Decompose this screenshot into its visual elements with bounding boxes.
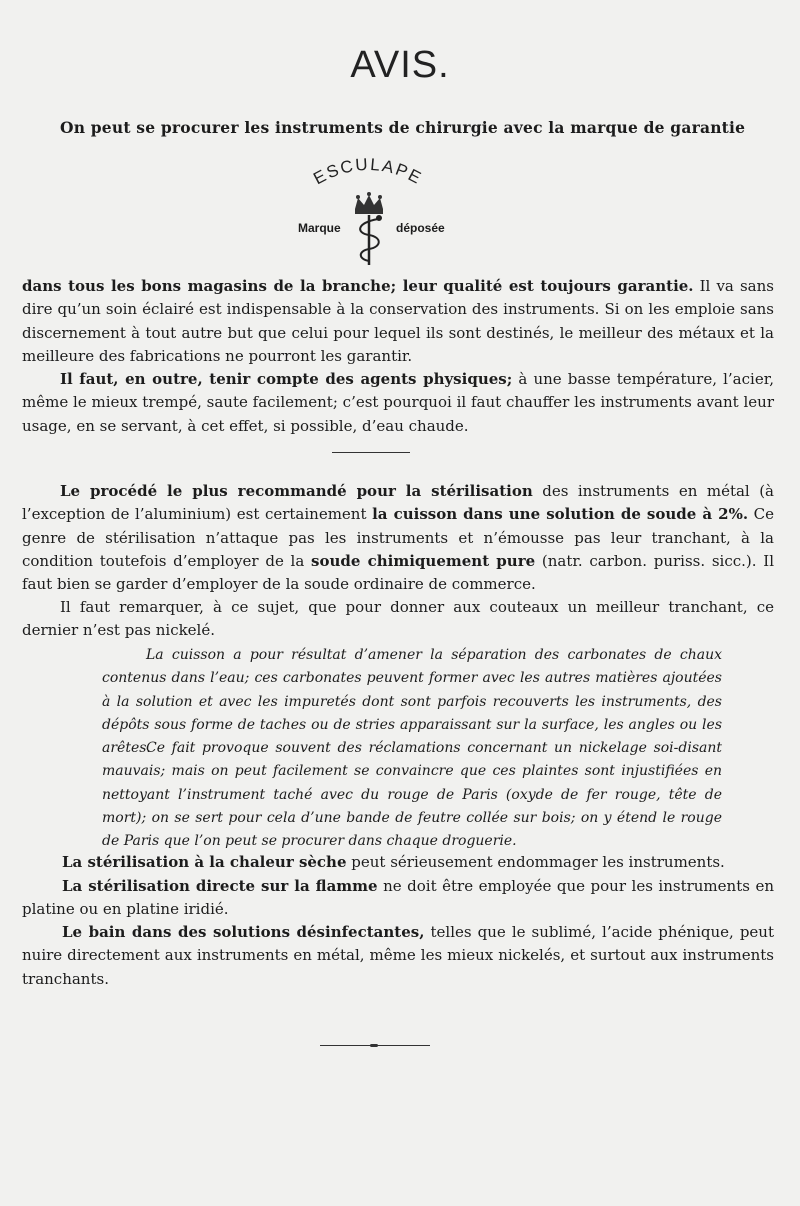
sterilization-bold-3: soude chimiquement pure (311, 551, 536, 570)
paragraph-knives: Il faut remarquer, à ce sujet, que pour donner aux couteaux un meilleur tranchant, ce dernier n’est pas nickelé. (22, 598, 774, 640)
dry-heat-text: peut sérieusement endommager les instruments. (346, 853, 725, 871)
paragraph-guarantee (22, 275, 774, 368)
section-divider (332, 452, 410, 453)
paragraph-flame (22, 875, 774, 922)
paragraph-physical-agents (22, 368, 774, 438)
sterilization-text-2: Ce genre de stérilisation n’attaque pas les instruments et n’émousse pas leur tranchant, à la condition toutefois d’employer de la (22, 505, 774, 570)
sterilization-text-1: des instruments en métal (à l’exception de l’aluminium) est certainement (22, 482, 774, 524)
caduceus-crown-icon (0, 155, 800, 275)
cuisson-italic-text: La cuisson a pour résultat d’amener la séparation des carbonates de chaux contenus dans l’eau; ces carbonates peuvent former avec les autres matières ajoutées à la solution et avec les impuretés dont sont parfois recouverts les instruments, des dépôts sous forme de taches ou de stries apparaissant sur la surface, les angles ou les arêtes. (102, 647, 722, 757)
brand-arc-text (310, 155, 425, 188)
sterilization-bold-2: la cuisson dans une solution de soude à 2%. (372, 505, 749, 524)
crown-icon (355, 192, 383, 214)
disinfectant-text: telles que le sublimé, l’acide phénique, peut nuire directement aux instruments en métal, même les mieux nickelés, et surtout aux instruments tranchants. (22, 923, 774, 988)
dry-heat-bold: La stérilisation à la chaleur sèche (62, 853, 347, 871)
flame-bold: La stérilisation directe sur la flamme (62, 877, 378, 895)
paragraph-physical-agents-text: à une basse température, l’acier, même le mieux trempé, saute facilement; c’est pourquoi il faut chauffer les instruments avant leur usage, en se servant, à cet effet, si possible, d’eau chaude. (22, 370, 774, 435)
paragraph-nickelage-italic (102, 737, 722, 853)
intro-line: On peut se procurer les instruments de chirurgie avec la marque de garantie (60, 118, 746, 137)
flame-text: ne doit être employée que pour les instruments en platine ou en platine iridié. (22, 877, 774, 919)
brand-text: ESCULAPE (310, 155, 426, 189)
page-title: AVIS. (350, 44, 450, 86)
serpent-rod-icon (360, 215, 381, 265)
sterilization-bold-1: Le procédé le plus recommandé pour la stérilisation (60, 482, 533, 500)
esculape-logo (0, 155, 800, 275)
disinfectant-bold: Le bain dans des solutions désinfectantes, (62, 923, 425, 941)
paragraph-disinfectant (22, 921, 774, 991)
logo-label-left: Marque (298, 221, 341, 235)
paragraph-physical-agents-bold: Il faut, en outre, tenir compte des agents physiques; (60, 370, 513, 388)
sterilization-text-3: (natr. carbon. puriss. sicc.). Il faut bien se garder d’employer de la soude ordinaire de commerce. (22, 551, 774, 594)
paragraph-sterilization (22, 480, 774, 596)
paragraph-dry-heat (22, 851, 774, 874)
end-ornament (320, 1044, 430, 1048)
paragraph-guarantee-bold: dans tous les bons magasins de la branche; leur qualité est toujours garantie. (22, 277, 694, 295)
logo-label-right: déposée (396, 221, 445, 235)
paragraph-guarantee-text: Il va sans dire qu’un soin éclairé est indispensable à la conservation des instruments. Si on les emploie sans discernement à tout autre but que celui pour lequel ils sont destinés, le meilleur des métaux et la meilleure des fabrications ne pourront les garantir. (22, 277, 774, 365)
nickelage-italic-text: Ce fait provoque souvent des réclamations concernant un nickelage soi-disant mauvais; mais on peut facilement se convaincre que ces plaintes sont injustifiées en nettoyant l’instrument taché avec du rouge de Paris (oxyde de fer rouge, tête de mort); on se sert pour cela d’une bande de feutre collée sur bois; on y étend le rouge de Paris que l’on peut se procurer dans chaque droguerie. (102, 740, 722, 850)
